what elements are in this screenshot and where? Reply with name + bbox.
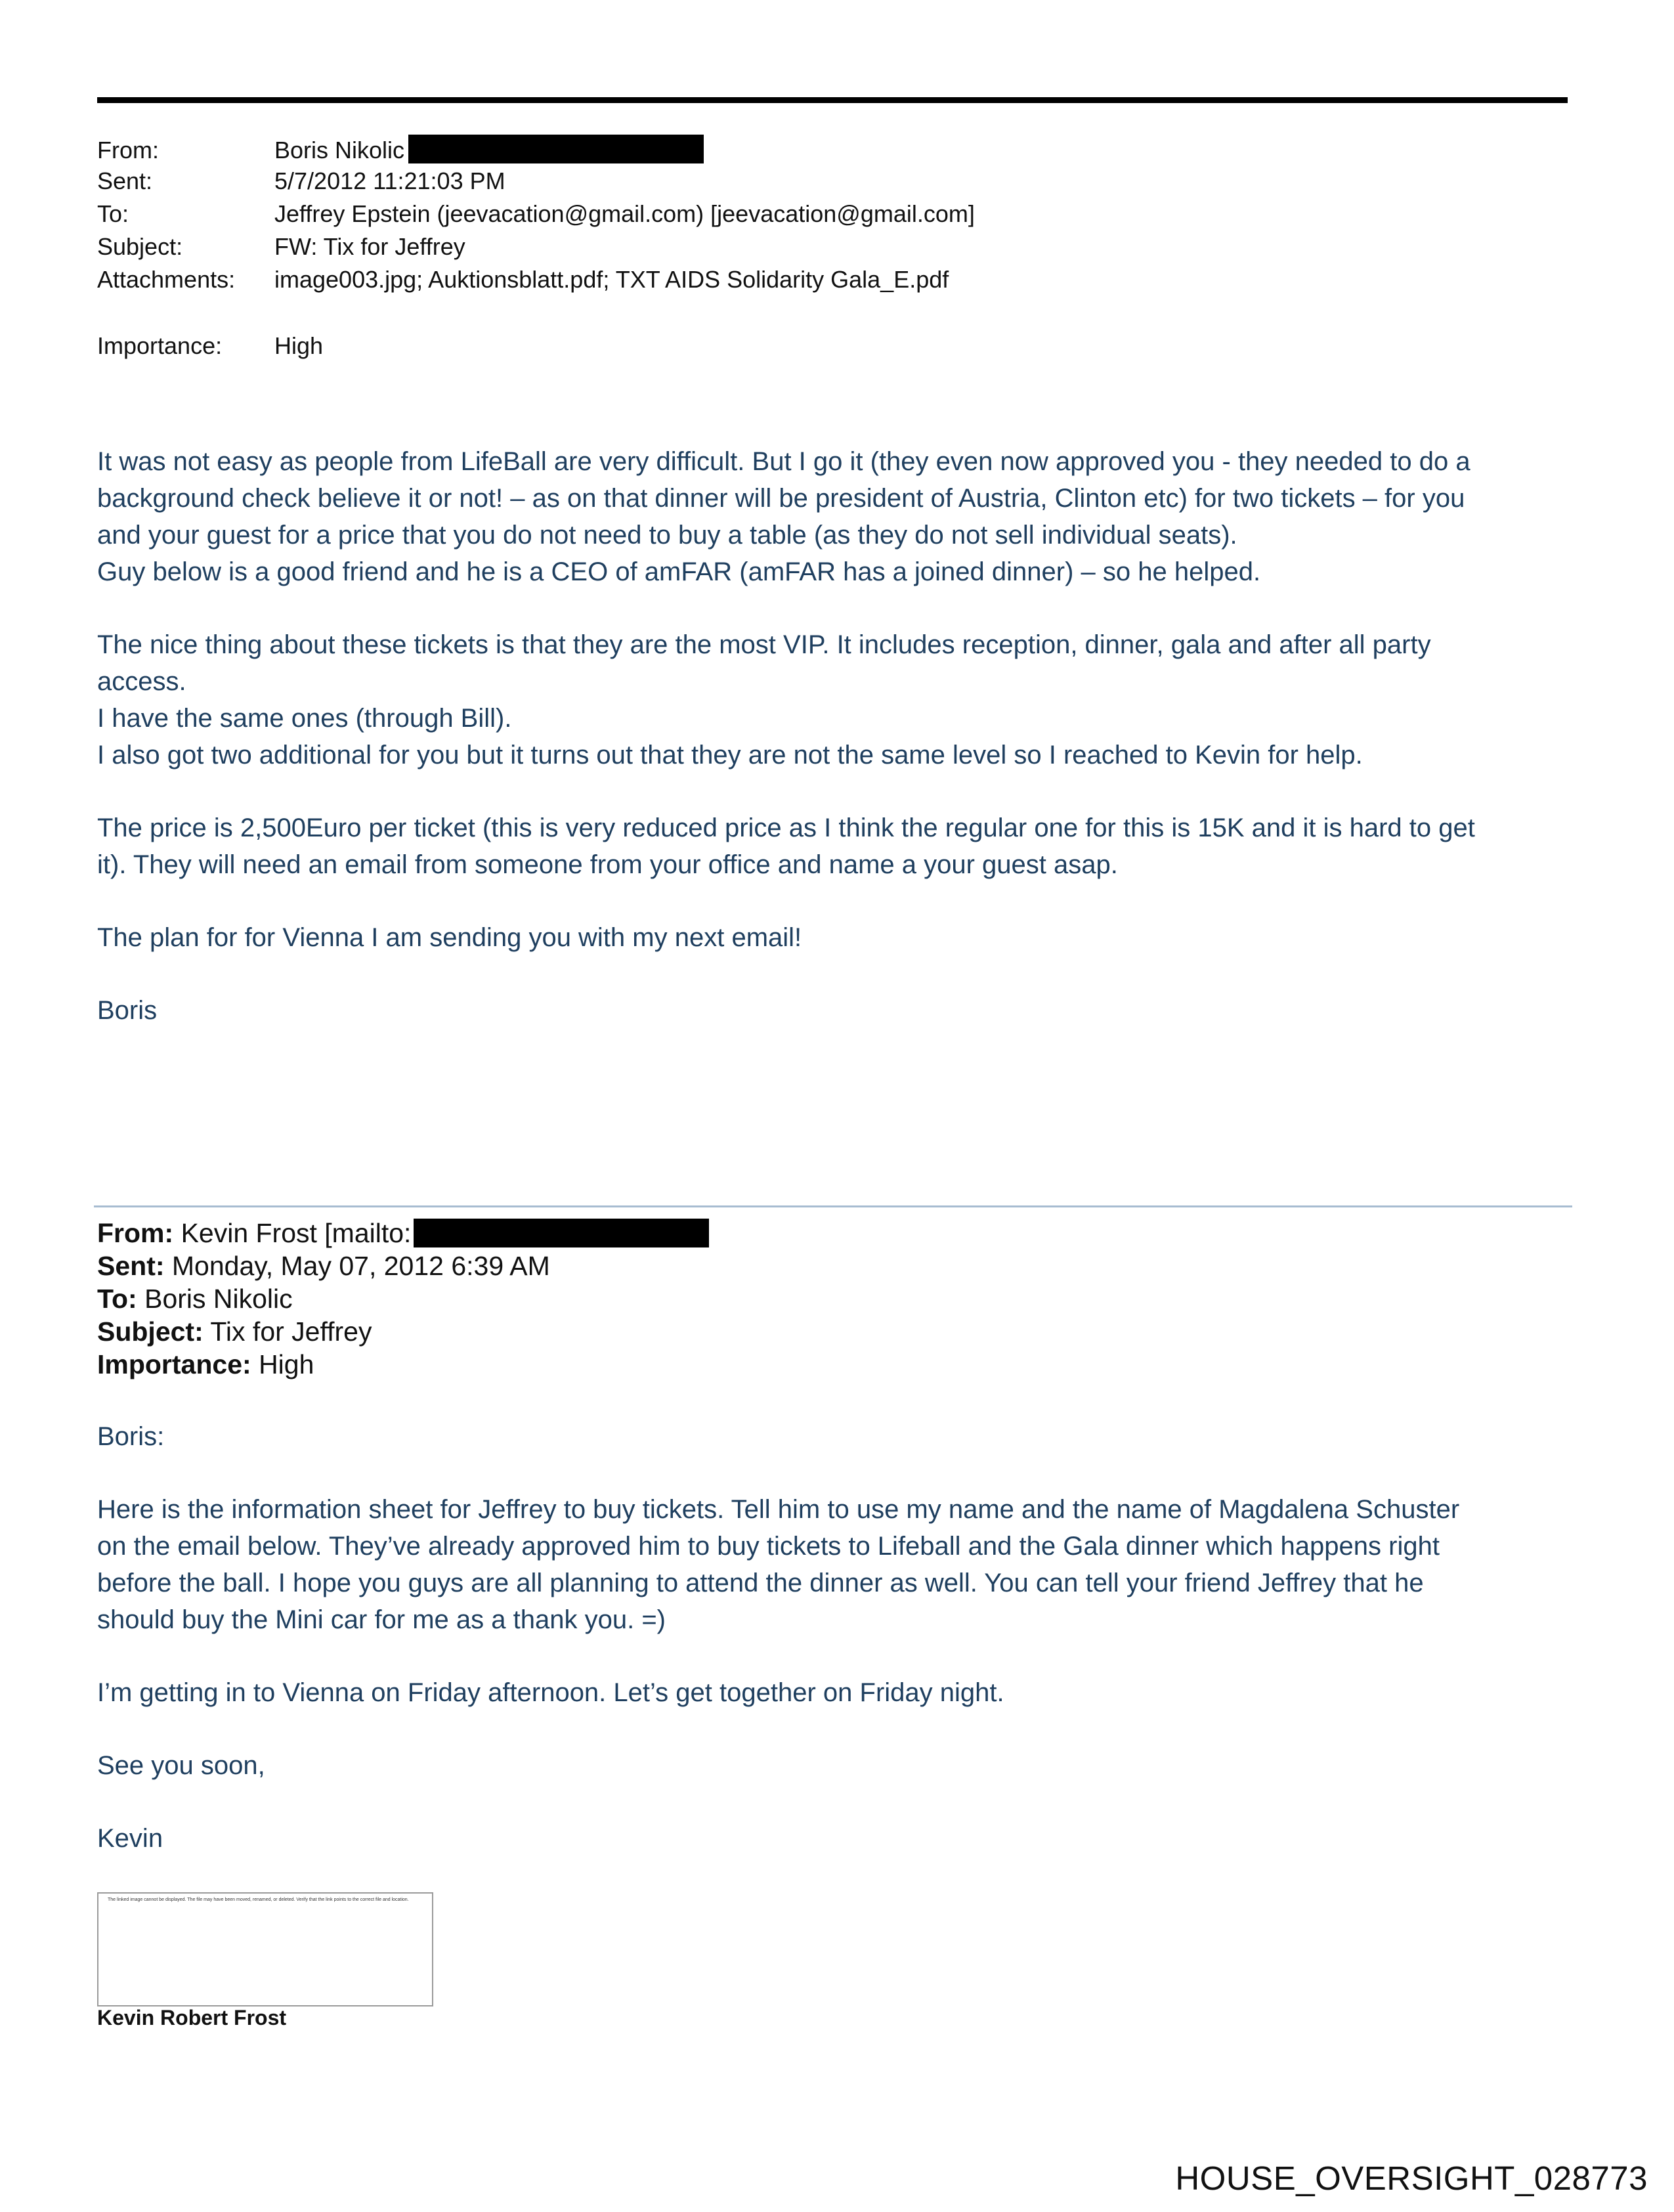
from-value: Boris Nikolic xyxy=(274,137,405,163)
body-line: and your guest for a price that you do not need to buy a table (as they do not sell individual seats). xyxy=(97,521,1237,550)
body-line: I also got two additional for you but it turns out that they are not the same level so I reached to Kevin for help. xyxy=(97,741,1363,770)
sent-value: 5/7/2012 11:21:03 PM xyxy=(274,167,505,194)
body-line: Guy below is a good friend and he is a CEO of amFAR (amFAR has a joined dinner) – so he helped. xyxy=(97,557,1261,586)
fwd-from-label: From: xyxy=(97,1218,174,1248)
header-attachments-row xyxy=(97,266,975,299)
top-rule xyxy=(97,97,1568,103)
fwd-subject-row xyxy=(97,1315,709,1348)
body-line: The nice thing about these tickets is that they are the most VIP. It includes reception, dinner, gala and after all party xyxy=(97,630,1431,659)
body-line: Here is the information sheet for Jeffrey to buy tickets. Tell him to use my name and the name of Magdalena Schuster xyxy=(97,1495,1460,1524)
header-to-row xyxy=(97,200,975,233)
fwd-subject-label: Subject: xyxy=(97,1316,204,1347)
fwd-from-row xyxy=(97,1217,709,1249)
body-paragraph xyxy=(97,919,1568,956)
body-signoff xyxy=(97,1820,1568,1857)
greeting-text: Boris: xyxy=(97,1422,165,1451)
body-paragraph xyxy=(97,1747,1568,1784)
body-line: before the ball. I hope you guys are all planning to attend the dinner as well. You can tell your friend Jeffrey that he xyxy=(97,1569,1424,1597)
forwarded-header xyxy=(97,1217,709,1381)
broken-image-placeholder xyxy=(97,1892,433,2006)
signoff-name: Boris xyxy=(97,996,158,1025)
body-paragraph xyxy=(97,810,1568,883)
fwd-sent-label: Sent: xyxy=(97,1251,165,1281)
signature-name: Kevin Robert Frost xyxy=(97,2006,287,2029)
to-value: Jeffrey Epstein (jeevacation@gmail.com) [jeevacation@gmail.com] xyxy=(274,200,975,227)
body-line: The price is 2,500Euro per ticket (this is very reduced price as I think the regular one for this is 15K and it is hard to get xyxy=(97,813,1475,842)
body-line: background check believe it or not! – as on that dinner will be president of Austria, Clinton etc) for two tickets – for you xyxy=(97,484,1465,513)
redaction-bar xyxy=(414,1219,709,1247)
body-line: should buy the Mini car for me as a thank you. =) xyxy=(97,1605,666,1634)
fwd-importance-row xyxy=(97,1348,709,1381)
body-line: I have the same ones (through Bill). xyxy=(97,704,512,733)
body-line: it). They will need an email from someone from your office and name a your guest asap. xyxy=(97,850,1118,879)
fwd-to-row xyxy=(97,1282,709,1315)
body-paragraph xyxy=(97,1674,1568,1711)
body-line: I’m getting in to Vienna on Friday afternoon. Let’s get together on Friday night. xyxy=(97,1678,1004,1707)
header-sent-row xyxy=(97,167,975,200)
fwd-sent-row xyxy=(97,1249,709,1282)
body-paragraph xyxy=(97,1491,1568,1638)
body-line: access. xyxy=(97,667,186,696)
message-separator xyxy=(94,1205,1572,1207)
to-label: To: xyxy=(97,200,129,227)
fwd-subject-value: Tix for Jeffrey xyxy=(210,1316,372,1347)
fwd-from-value: Kevin Frost [mailto: xyxy=(181,1218,412,1248)
body-line: It was not easy as people from LifeBall are very difficult. But I go it (they even now approved you - they needed to do a xyxy=(97,447,1470,476)
header-importance-row xyxy=(97,332,975,365)
fwd-to-label: To: xyxy=(97,1284,137,1314)
importance-value: High xyxy=(274,332,324,359)
body-line: See you soon, xyxy=(97,1751,265,1780)
redaction-bar xyxy=(408,135,704,163)
broken-image-caption: The linked image cannot be displayed. The file may have been moved, renamed, or deleted. Verify that the link points to the correct file and location. xyxy=(108,1898,409,1902)
subject-value: FW: Tix for Jeffrey xyxy=(274,233,465,260)
fwd-sent-value: Monday, May 07, 2012 6:39 AM xyxy=(171,1251,550,1281)
fwd-to-value: Boris Nikolic xyxy=(144,1284,293,1314)
body-paragraph xyxy=(97,443,1568,590)
from-label: From: xyxy=(97,137,159,163)
fwd-importance-value: High xyxy=(259,1349,314,1379)
body-line: on the email below. They’ve already approved him to buy tickets to Lifeball and the Gala dinner which happens right xyxy=(97,1532,1440,1561)
attachments-value: image003.jpg; Auktionsblatt.pdf; TXT AIDS Solidarity Gala_E.pdf xyxy=(274,266,949,293)
email-header xyxy=(97,135,975,365)
signoff-name: Kevin xyxy=(97,1824,163,1853)
body-line: The plan for for Vienna I am sending you with my next email! xyxy=(97,923,802,952)
header-subject-row xyxy=(97,233,975,266)
message-body xyxy=(97,443,1568,1065)
body-paragraph xyxy=(97,626,1568,773)
forwarded-body xyxy=(97,1418,1568,1893)
bates-number: HOUSE_OVERSIGHT_028773 xyxy=(1175,2159,1648,2197)
body-signoff xyxy=(97,992,1568,1029)
sent-label: Sent: xyxy=(97,167,153,194)
importance-label: Importance: xyxy=(97,332,223,359)
fwd-greeting xyxy=(97,1418,1568,1455)
header-from-row xyxy=(97,135,975,167)
fwd-importance-label: Importance: xyxy=(97,1349,251,1379)
subject-label: Subject: xyxy=(97,233,183,260)
attachments-label: Attachments: xyxy=(97,266,236,293)
